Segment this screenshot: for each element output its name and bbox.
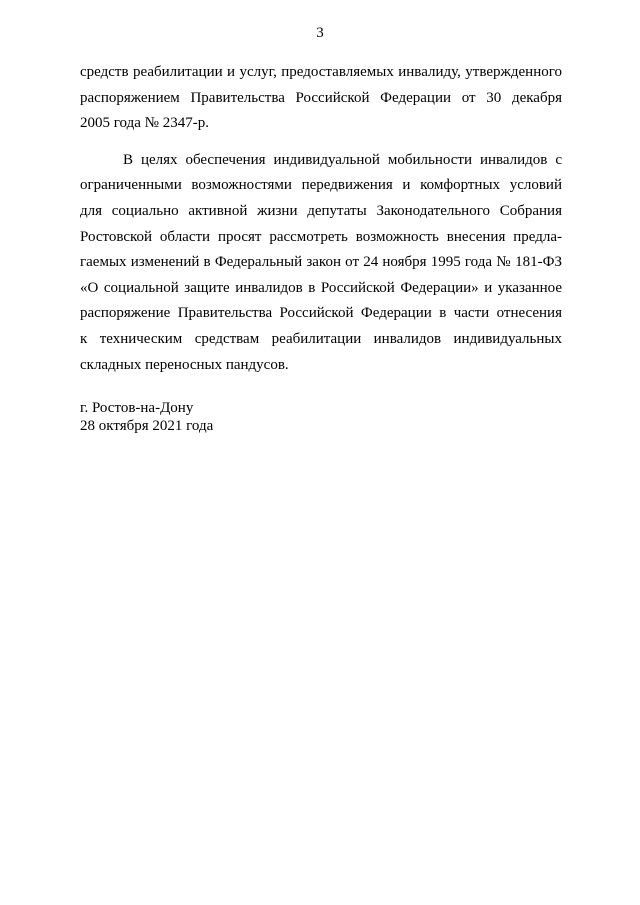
signature-city: г. Ростов-на-Дону <box>80 400 194 416</box>
paragraph-line: распоряжением Правительства Российской Федерации от 30 декабря <box>80 89 562 106</box>
paragraph-line: 2005 года № 2347-р. <box>80 115 209 132</box>
paragraph-line: для социально активной жизни депутаты Законодательного Собрания <box>80 202 562 219</box>
paragraph-line: ограниченными возможностями передвижения и комфортных условий <box>80 177 562 194</box>
paragraph-line: распоряжение Правительства Российской Федерации в части отнесения <box>80 305 562 322</box>
paragraph-line: В целях обеспечения индивидуальной мобильности инвалидов с <box>123 151 562 168</box>
document-body <box>80 60 562 378</box>
paragraph-line: гаемых изменений в Федеральный закон от 24 ноября 1995 года № 181-ФЗ <box>80 254 562 271</box>
paragraph-gap <box>80 137 562 148</box>
paragraph-line: средств реабилитации и услуг, предоставляемых инвалиду, утвержденного <box>80 64 562 80</box>
paragraph-line: к техническим средствам реабилитации инвалидов индивидуальных <box>80 330 562 347</box>
paragraph-line: складных переносных пандусов. <box>80 356 289 373</box>
paragraph-2 <box>80 148 562 378</box>
paragraph-line: «О социальной защите инвалидов в Российской Федерации» и указанное <box>80 279 562 296</box>
page-number: 3 <box>316 25 324 41</box>
signature-date: 28 октября 2021 года <box>80 418 214 434</box>
signature-block <box>80 399 380 435</box>
paragraph-1 <box>80 60 562 137</box>
paragraph-line: Ростовской области просят рассмотреть возможность внесения предла- <box>80 228 562 245</box>
